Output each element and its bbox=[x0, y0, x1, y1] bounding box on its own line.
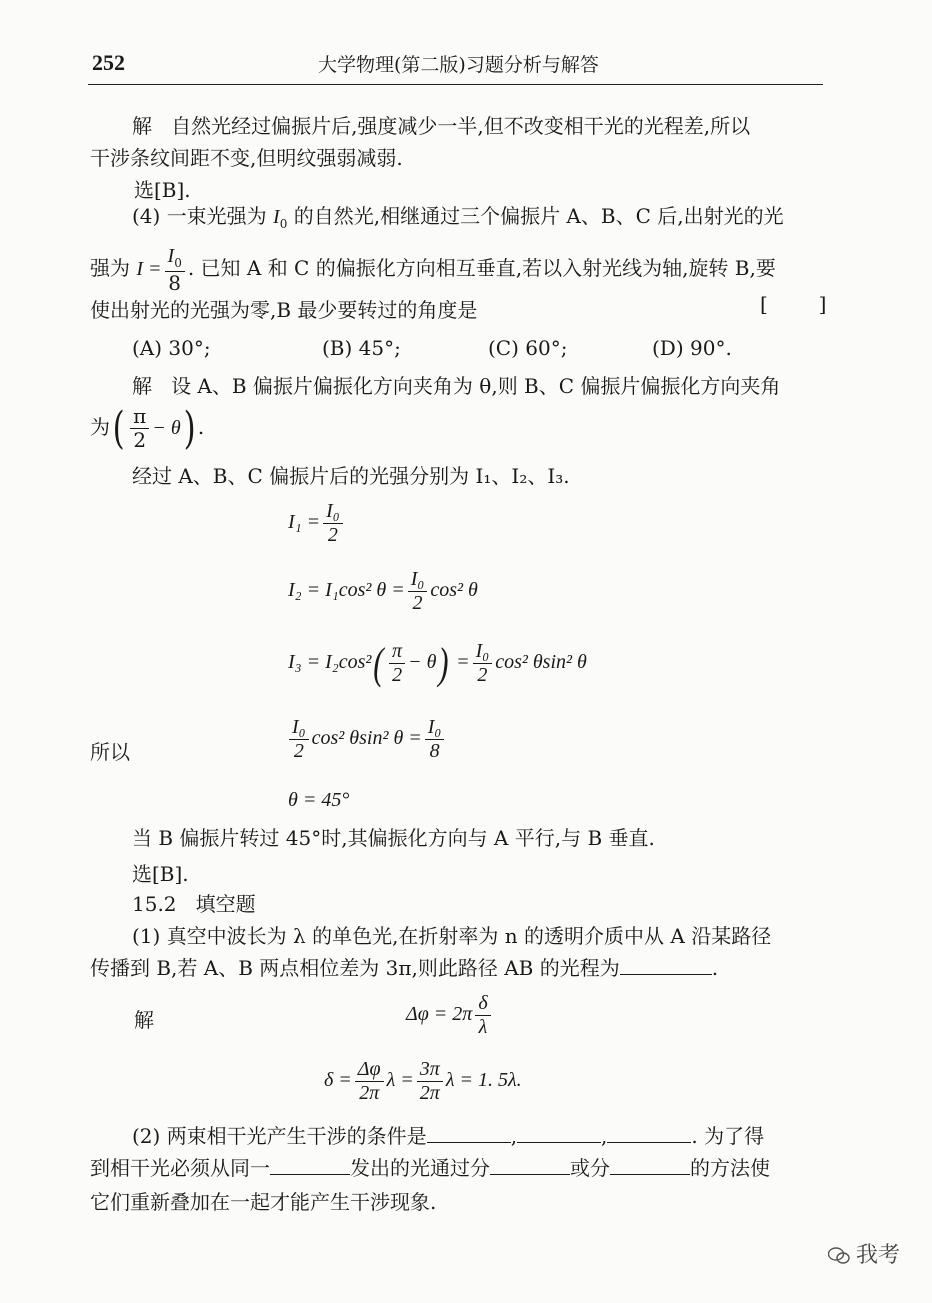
text: 到相干光必须从同一 bbox=[90, 1156, 270, 1180]
blank bbox=[427, 1142, 511, 1143]
text: 的自然光,相继通过三个偏振片 A、B、C 后,出射光的光 bbox=[287, 204, 784, 228]
text: λ = 1. 5λ. bbox=[445, 1069, 522, 1092]
lhs: Δφ = 2π bbox=[406, 1003, 473, 1026]
subscript: 0 bbox=[279, 217, 288, 231]
lhs: I₁ = bbox=[288, 511, 321, 534]
numerator: I₀ bbox=[473, 640, 493, 664]
blank bbox=[607, 1142, 691, 1143]
numerator: δ bbox=[475, 992, 490, 1016]
fraction bbox=[417, 1058, 443, 1105]
text: = bbox=[456, 651, 470, 674]
text: . bbox=[711, 956, 719, 980]
equation-6 bbox=[406, 992, 494, 1039]
text: , bbox=[601, 1124, 608, 1148]
jie-label-2: 解 bbox=[134, 1008, 154, 1032]
blank bbox=[270, 1174, 350, 1175]
header-rule bbox=[88, 84, 823, 85]
fraction bbox=[355, 1058, 384, 1105]
wechat-icon bbox=[828, 1247, 850, 1265]
text: 设 A、B 偏振片偏振化方向夹角为 θ,则 B、C 偏振片偏振化方向夹角 bbox=[171, 374, 781, 398]
suoyi-label: 所以 bbox=[90, 740, 130, 764]
rhs: cos² θ bbox=[430, 579, 478, 602]
fraction bbox=[408, 568, 428, 615]
equation: I = bbox=[136, 257, 162, 280]
text: (4) 一束光强为 bbox=[132, 204, 274, 228]
numerator: Δφ bbox=[355, 1058, 384, 1082]
solution-4-line2 bbox=[90, 402, 205, 454]
fraction bbox=[165, 244, 185, 295]
text: λ = bbox=[386, 1069, 414, 1092]
text: 强为 bbox=[90, 255, 137, 280]
denominator: 8 bbox=[429, 740, 440, 762]
symbol-I: I bbox=[273, 206, 280, 228]
text: . bbox=[197, 415, 205, 439]
text: (2) 两束相干光产生干涉的条件是 bbox=[132, 1124, 427, 1148]
text: 或分 bbox=[570, 1156, 610, 1180]
blank bbox=[490, 1174, 570, 1175]
denominator: 2 bbox=[293, 740, 304, 762]
watermark bbox=[828, 1238, 900, 1269]
denominator: 2 bbox=[477, 664, 488, 686]
denominator: 8 bbox=[168, 270, 182, 295]
fill-question-2-line1 bbox=[132, 1126, 764, 1146]
solution-4-line3: 经过 A、B、C 偏振片后的光强分别为 I₁、I₂、I₃. bbox=[132, 464, 570, 488]
text: 传播到 B,若 A、B 两点相位差为 3π,则此路径 AB 的光程为 bbox=[90, 956, 620, 980]
text: − θ bbox=[408, 651, 437, 674]
numerator: 3π bbox=[417, 1058, 443, 1082]
subscript: 0 bbox=[174, 256, 182, 270]
fill-question-1-line1: (1) 真空中波长为 λ 的单色光,在折射率为 n 的透明介质中从 A 沿某路径 bbox=[132, 924, 772, 948]
denominator: 2π bbox=[359, 1082, 380, 1104]
denominator: 2 bbox=[327, 524, 338, 546]
solution-text: 自然光经过偏振片后,强度减少一半,但不改变相干光的光程差,所以 bbox=[171, 114, 751, 138]
watermark-text: 我考 bbox=[855, 1243, 900, 1268]
conclusion: 当 B 偏振片转过 45°时,其偏振化方向与 A 平行,与 B 垂直. bbox=[132, 826, 655, 850]
numerator: π bbox=[130, 405, 149, 429]
text: , bbox=[510, 1124, 518, 1148]
question-4-line2 bbox=[90, 244, 776, 295]
fill-question-1-line2 bbox=[90, 958, 718, 978]
fraction bbox=[389, 640, 405, 687]
section-title: 15.2 填空题 bbox=[132, 892, 256, 916]
jie-label: 解 bbox=[132, 114, 152, 138]
equation-4 bbox=[286, 716, 447, 763]
solution-text-line2: 干涉条纹间距不变,但明纹强弱减弱. bbox=[90, 146, 403, 170]
equation-3 bbox=[288, 640, 587, 687]
lhs: I₂ = I₁cos² θ = bbox=[288, 579, 405, 602]
right-paren: ) bbox=[183, 402, 196, 454]
equation-2 bbox=[288, 568, 478, 615]
option-d: (D) 90°. bbox=[652, 336, 732, 360]
denominator: 2 bbox=[392, 664, 403, 686]
text: 发出的光通过分 bbox=[350, 1156, 490, 1180]
answer-label: 选[B]. bbox=[134, 178, 191, 202]
fraction bbox=[473, 640, 493, 687]
option-b: (B) 45°; bbox=[322, 336, 401, 360]
question-4-line1 bbox=[132, 206, 784, 230]
solution-4-line1 bbox=[132, 376, 780, 396]
numerator: I₀ bbox=[289, 716, 309, 740]
lhs: δ = bbox=[324, 1069, 352, 1092]
text: cos² θsin² θ = bbox=[311, 727, 422, 750]
equation-5: θ = 45° bbox=[288, 789, 350, 811]
fraction bbox=[130, 405, 149, 452]
solution-paragraph-1 bbox=[132, 116, 750, 136]
text: 为 bbox=[90, 415, 110, 439]
fraction bbox=[289, 716, 309, 763]
option-a: (A) 30°; bbox=[132, 336, 211, 360]
denominator: λ bbox=[478, 1016, 488, 1038]
fill-question-2-line3: 它们重新叠加在一起才能产生干涉现象. bbox=[90, 1190, 437, 1214]
denominator: 2π bbox=[419, 1082, 440, 1104]
question-4-line3: 使出射光的光强为零,B 最少要转过的角度是 bbox=[90, 298, 478, 322]
text: . 已知 A 和 C 的偏振化方向相互垂直,若以入射光线为轴,旋转 B,要 bbox=[187, 255, 776, 280]
lhs: I₃ = I₂cos² bbox=[288, 651, 372, 674]
right-paren: ) bbox=[438, 638, 449, 688]
rhs: cos² θsin² θ bbox=[495, 651, 587, 674]
blank bbox=[610, 1174, 690, 1175]
answer-bracket: [ ] bbox=[760, 292, 827, 316]
equation-1 bbox=[288, 500, 346, 547]
left-paren: ( bbox=[373, 638, 384, 688]
numerator: I₀ bbox=[408, 568, 428, 592]
text: . 为了得 bbox=[691, 1124, 765, 1148]
blank bbox=[517, 1142, 601, 1143]
left-paren: ( bbox=[112, 402, 125, 454]
fill-question-2-line2 bbox=[90, 1158, 770, 1178]
fraction bbox=[475, 992, 490, 1039]
book-title: 大学物理(第二版)习题分析与解答 bbox=[318, 54, 599, 76]
option-c: (C) 60°; bbox=[488, 336, 568, 360]
blank bbox=[620, 974, 712, 975]
numerator: I₀ bbox=[323, 500, 343, 524]
fraction bbox=[323, 500, 343, 547]
jie-label: 解 bbox=[132, 374, 152, 398]
answer-label-2: 选[B]. bbox=[132, 862, 189, 886]
numerator: I bbox=[167, 245, 175, 267]
fraction bbox=[425, 716, 445, 763]
numerator: π bbox=[389, 640, 405, 664]
denominator: 2 bbox=[133, 428, 147, 452]
text: 的方法使 bbox=[690, 1156, 770, 1180]
page-number: 252 bbox=[92, 50, 125, 75]
equation-7 bbox=[324, 1058, 522, 1105]
numerator: I₀ bbox=[425, 716, 445, 740]
denominator: 2 bbox=[412, 592, 423, 614]
text: − θ bbox=[152, 417, 181, 439]
